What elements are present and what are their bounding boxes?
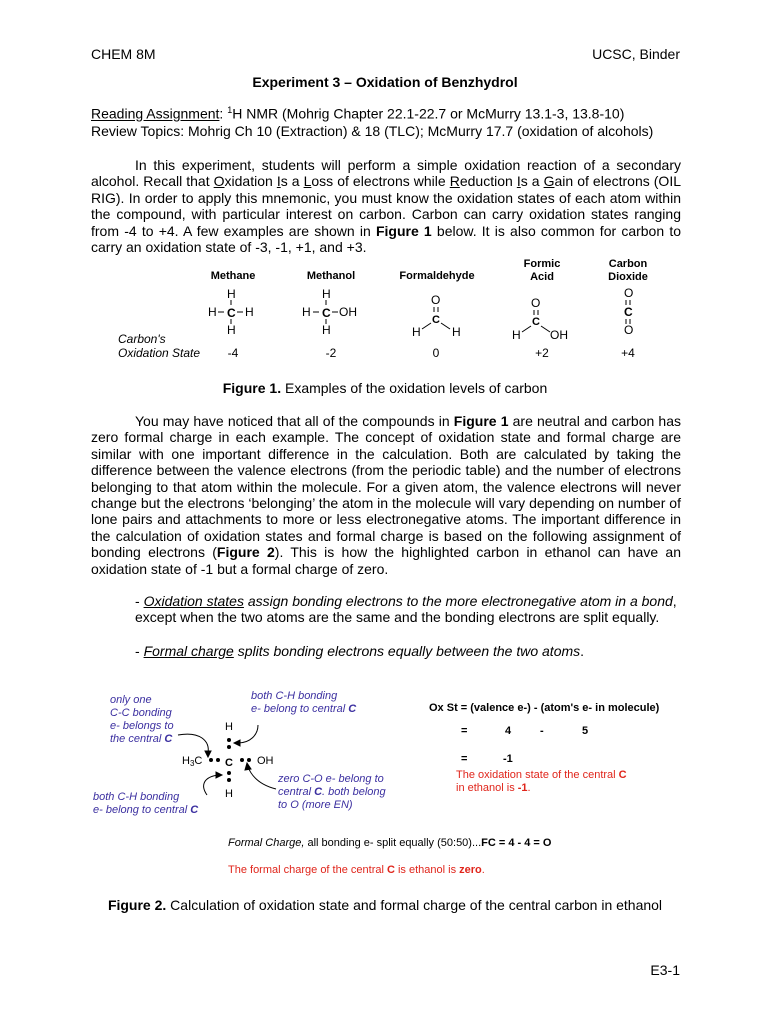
page-number: E3-1	[650, 962, 680, 978]
bullet-formal-charge: - Formal charge splits bonding electrons equally between the two atoms.	[135, 643, 585, 659]
svg-text:H: H	[225, 788, 233, 800]
svg-text:H: H	[227, 287, 236, 301]
formaldehyde-label: Formaldehyde	[399, 270, 475, 282]
reading-label: Reading Assignment	[91, 105, 220, 122]
methanol-state: -2	[325, 346, 337, 360]
svg-text:C: C	[322, 306, 331, 320]
eq1-sign: =	[461, 725, 468, 737]
methane-label: Methane	[210, 270, 256, 282]
svg-text:O: O	[624, 286, 634, 300]
svg-text:O: O	[624, 323, 634, 337]
reading-text: H NMR (Mohrig Chapter 22.1-22.7 or McMurry 13.1-3, 13.8-10)	[232, 105, 625, 122]
formaldehyde-structure	[412, 293, 461, 339]
svg-text:H: H	[245, 305, 254, 319]
figure-1	[0, 255, 770, 365]
svg-text:C: C	[225, 757, 233, 769]
svg-text:OH: OH	[339, 305, 357, 319]
methane-state: -4	[227, 346, 239, 360]
svg-text:O: O	[531, 296, 541, 310]
eq1-electrons: 5	[582, 725, 589, 737]
ox-state-result: The oxidation state of the central C in ethanol is -1.	[456, 769, 627, 794]
svg-text:H: H	[512, 328, 521, 342]
review-topics: Review Topics: Mohrig Ch 10 (Extraction) & 18 (TLC); McMurry 17.7 (oxidation of alcohols)	[91, 123, 654, 139]
page-title: Experiment 3 – Oxidation of Benzhydrol	[252, 74, 518, 90]
svg-text:C: C	[624, 305, 633, 319]
carbon-dioxide-state: +4	[621, 346, 635, 360]
svg-text:H: H	[227, 323, 236, 337]
svg-text:OH: OH	[550, 328, 568, 342]
figure-1-caption: Figure 1. Examples of the oxidation levels of carbon	[222, 380, 548, 396]
formic-acid-state: +2	[535, 346, 549, 360]
svg-text:H: H	[208, 305, 217, 319]
formic-acid-label: Formic Acid	[523, 258, 561, 283]
figure-2	[0, 685, 770, 885]
ox-state-formula: Ox St = (valence e-) - (atom's e- in molecule)	[429, 702, 660, 714]
svg-text:C: C	[432, 314, 440, 326]
note-ch-top: both C-H bonding e- belong to central C	[251, 690, 357, 715]
intro-paragraph: In this experiment, students will perform a simple oxidation reaction of a secondary alcohol. Recall that Oxidation Is a Loss of electrons while Reduction Is a Gain of electrons (OIL RIG). In order to apply this mnemonic, you must know the oxidation states of each atom within the compound, with particular interest on carbon. Carbon can carry oxidation states ranging from -4 to +4. A few examples are shown in Figure 1 below. It is also common for carbon to carry an oxidation state of -3, -1, +1, and +3.	[91, 157, 681, 256]
instructor: UCSC, Binder	[592, 46, 680, 62]
methanol-structure	[302, 287, 357, 337]
svg-text:H: H	[452, 325, 461, 339]
reading-assignment: Reading Assignment: $^1$H NMR (Mohrig Chapter 22.1-22.7 or McMurry 13.1-3, 13.8-10)	[91, 105, 625, 122]
svg-text:H3C: H3C	[182, 755, 203, 768]
eq2-sign: =	[461, 753, 468, 765]
formal-charge-paragraph: You may have noticed that all of the compounds in Figure 1 are neutral and carbon has zero formal charge in each example. The concept of oxidation state and formal charge are similar with one important difference in the calculation. Both are calculated by taking the difference between the valence electrons (from the periodic table) and the number of electrons belonging to that atom within the molecule. For a given atom, the valence electrons will never change but the electrons ‘belonging’ the atom in the molecule will vary depending on number of lone pairs and attachments to more or less electronegative atoms. The important difference in the calculation of oxidation states and formal charge is based on the following assignment of bonding electrons (Figure 2). This is how the highlighted carbon in ethanol can have an oxidation state of -1 but a formal charge of zero.	[91, 413, 681, 577]
methane-structure	[208, 287, 254, 337]
formaldehyde-state: 0	[432, 346, 440, 360]
carbon-dioxide-structure	[624, 286, 633, 337]
svg-text:C: C	[227, 306, 236, 320]
note-co-bond: zero C-O e- belong to central C. both belong to O (more EN)	[278, 773, 386, 811]
figure-2-caption: Figure 2. Calculation of oxidation state and formal charge of the central carbon in ethanol	[107, 897, 663, 913]
eq1-valence: 4	[505, 725, 512, 737]
figure-1-structures	[0, 255, 770, 365]
svg-text:O: O	[431, 293, 441, 307]
svg-text:C: C	[532, 316, 540, 328]
svg-text:H: H	[225, 721, 233, 733]
formal-charge-line: Formal Charge, all bonding e- split equally (50:50)...FC = 4 - 4 = O	[228, 837, 552, 849]
oxidation-state-row-label: Carbon's Oxidation State	[118, 332, 201, 360]
eq2-value: -1	[503, 753, 513, 765]
course-code: CHEM 8M	[91, 46, 156, 62]
methanol-label: Methanol	[306, 270, 356, 282]
bullet-oxidation-states: - Oxidation states assign bonding electrons to the more electronegative atom in a bond, except when the two atoms are the same and the bonding electrons are split equally.	[135, 593, 677, 626]
svg-text:OH: OH	[257, 755, 274, 767]
ethanol-lewis-structure	[0, 685, 420, 815]
svg-text:H: H	[302, 305, 311, 319]
note-cc-bond: only one C-C bonding e- belongs to the central C	[110, 694, 174, 745]
svg-text:H: H	[322, 323, 331, 337]
svg-text:H: H	[412, 325, 421, 339]
note-ch-bottom: both C-H bonding e- belong to central C	[93, 791, 199, 816]
carbon-dioxide-label: Carbon Dioxide	[608, 258, 648, 283]
formic-acid-structure	[512, 296, 568, 342]
reading-sup: 1	[227, 105, 233, 115]
svg-text:H: H	[322, 287, 331, 301]
eq1-minus: -	[540, 725, 544, 737]
formal-charge-result: The formal charge of the central C is ethanol is zero.	[228, 864, 485, 876]
